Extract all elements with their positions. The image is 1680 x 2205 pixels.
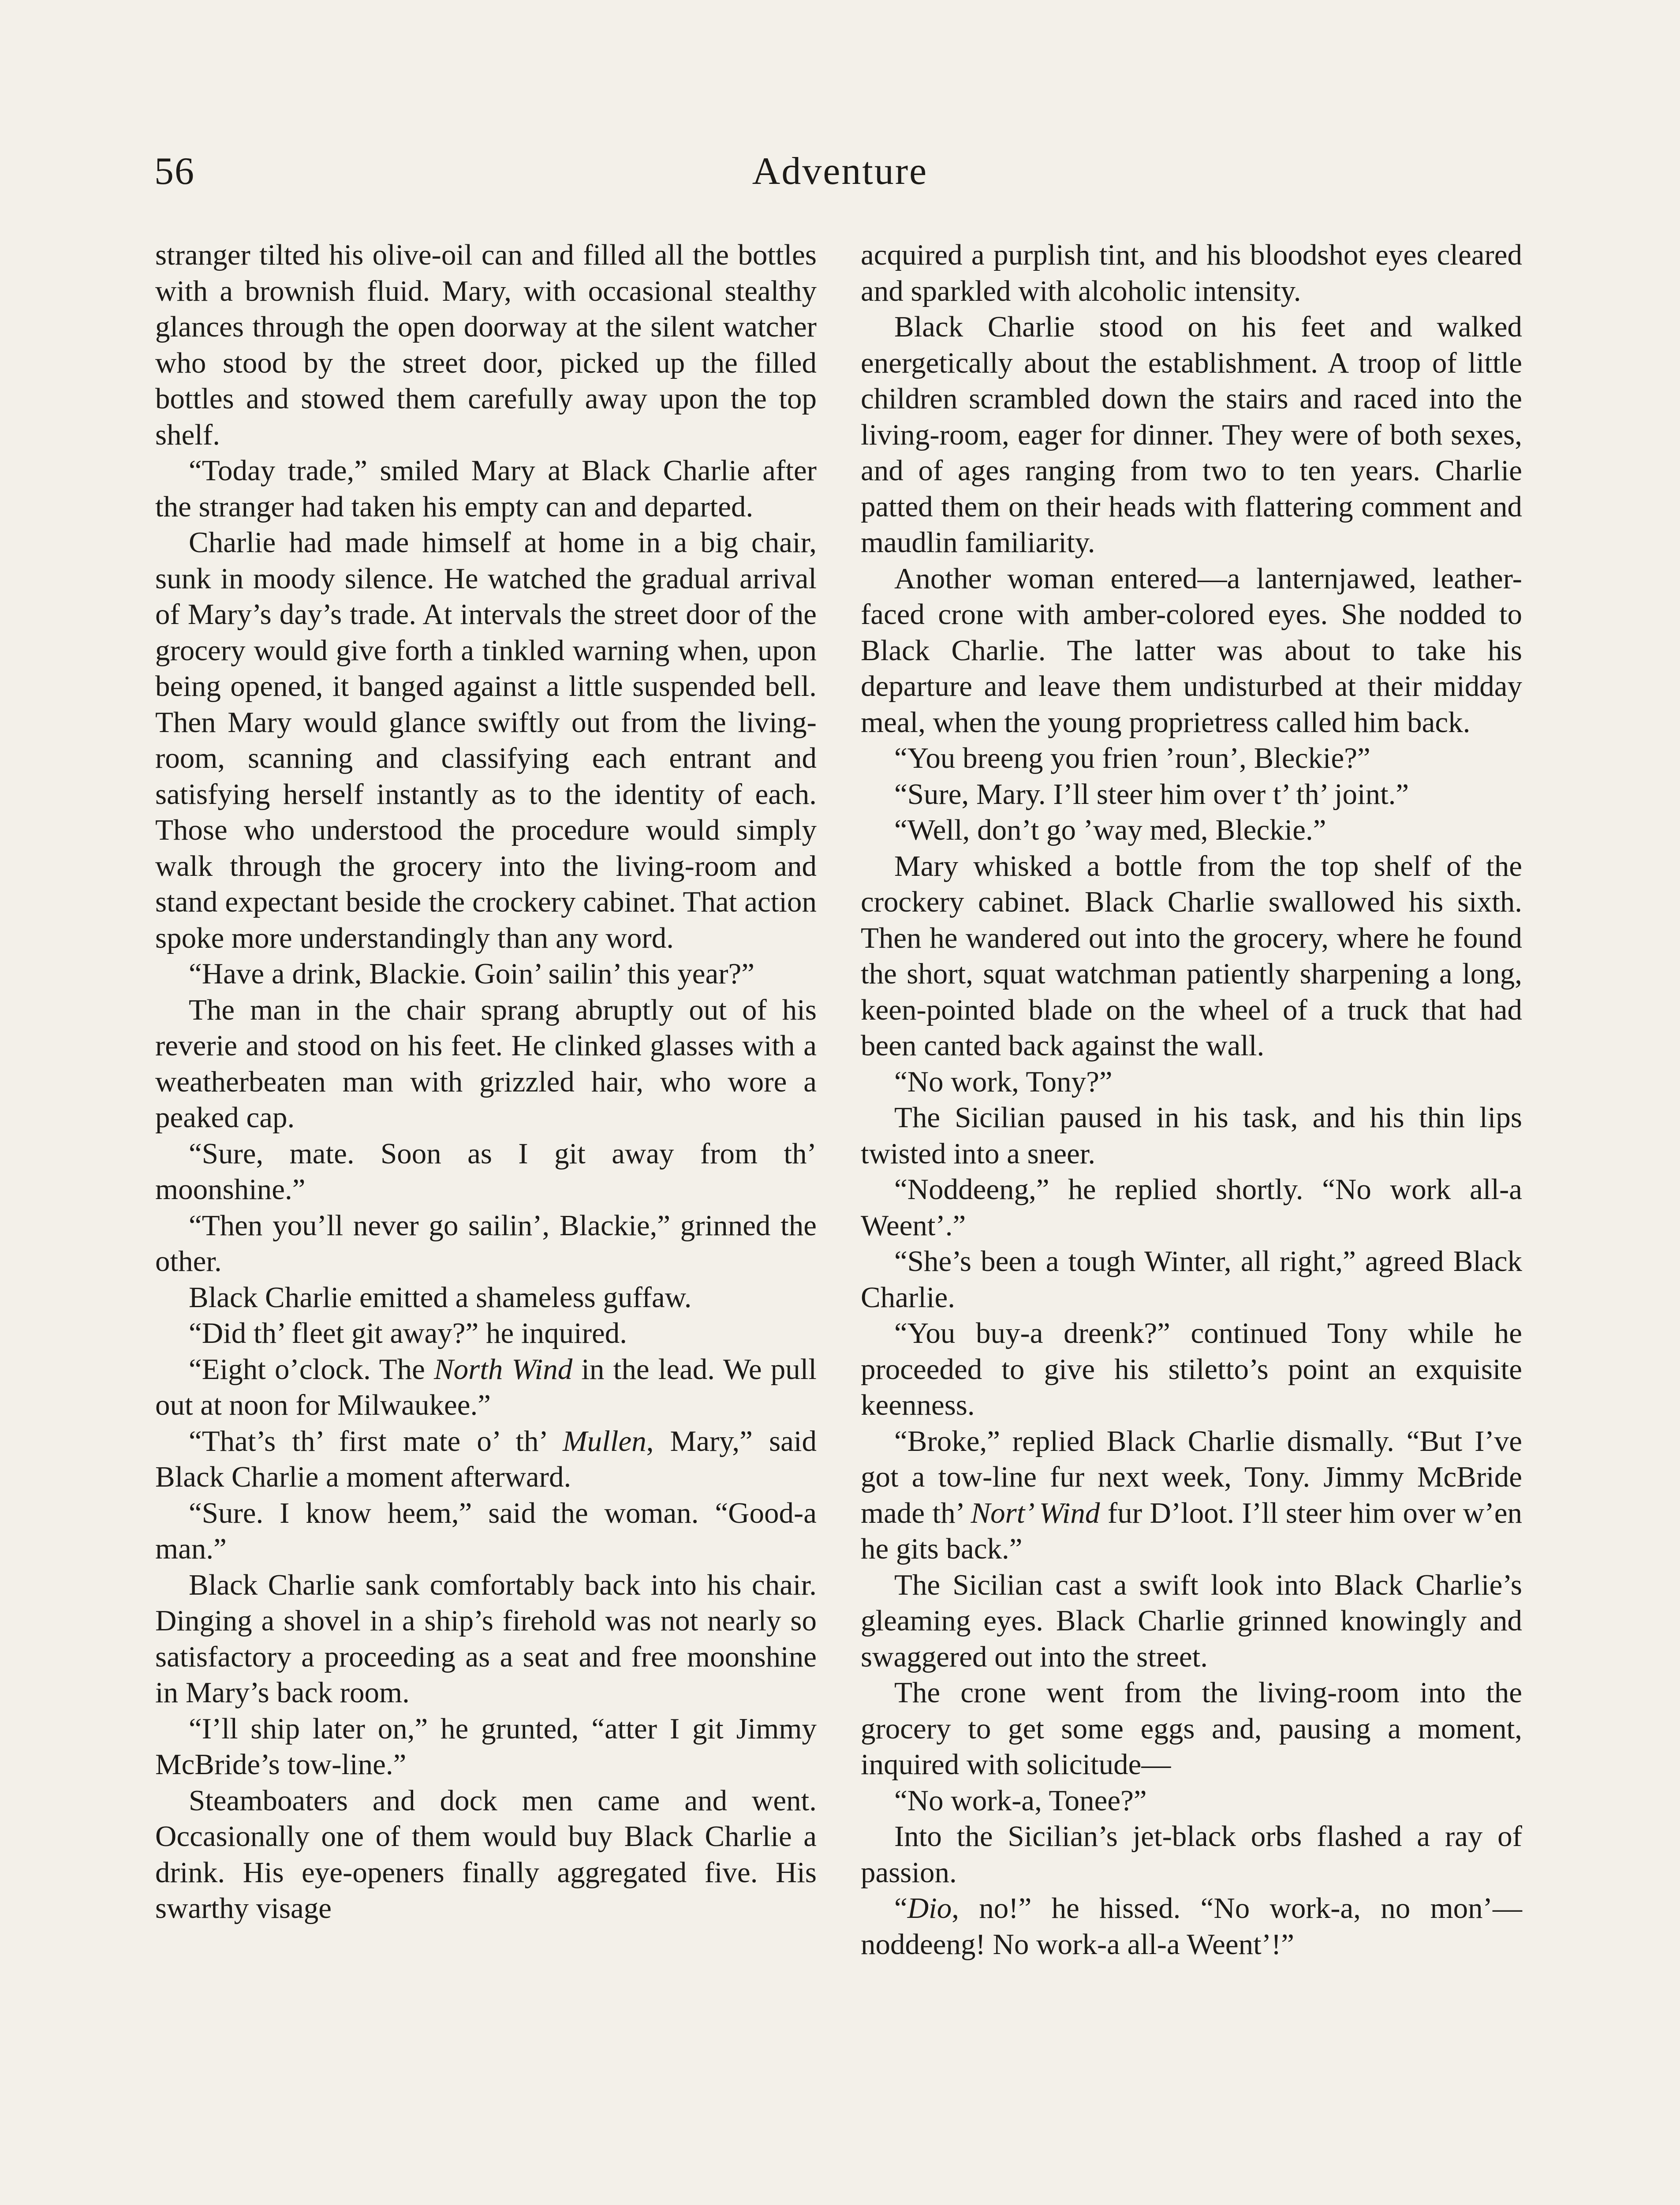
paragraph: acquired a purplish tint, and his bloodshot eyes cleared and sparkled with alcoholic intensity. [861, 239, 1522, 307]
paragraph: “Today trade,” smiled Mary at Black Charlie after the stranger had taken his empty can and departed. [155, 454, 817, 523]
paragraph: “Noddeeng,” he replied shortly. “No work all-a Weent’.” [861, 1173, 1522, 1242]
paragraph: The man in the chair sprang abruptly out of his reverie and stood on his feet. He clinked glasses with a weatherbeaten man with grizzled hair, who wore a peaked cap. [155, 993, 817, 1134]
paragraph: “Then you’ll never go sailin’, Blackie,” grinned the other. [155, 1209, 817, 1278]
paragraph: “Sure, Mary. I’ll steer him over t’ th’ joint.” [894, 777, 1409, 811]
paragraph: “Dio, no!” he hissed. “No work-a, no mon’—noddeeng! No work-a all-a Weent’!” [861, 1892, 1522, 1961]
text-column-left [155, 237, 817, 1927]
paragraph: The crone went from the living-room into the grocery to get some eggs and, pausing a moment, inquired with solicitude— [861, 1676, 1522, 1781]
paragraph: stranger tilted his olive-oil can and filled all the bottles with a brownish fluid. Mary, with occasional stealthy glances through the open doorway at the silent watcher who stood by the street door, picked up the filled bottles and stowed them carefully away upon the top shelf. [155, 239, 817, 451]
paragraph: “You buy-a dreenk?” continued Tony while he proceeded to give his stiletto’s point an exquisite keenness. [861, 1317, 1522, 1421]
paragraph: Black Charlie sank comfortably back into his chair. Dinging a shovel in a ship’s firehold was not nearly so satisfactory a proceeding as a seat and free moonshine in Mary’s back room. [155, 1568, 817, 1709]
paragraph: “No work, Tony?” [894, 1065, 1113, 1098]
paragraph: Black Charlie stood on his feet and walked energetically about the establishment. A troop of little children scrambled down the stairs and raced into the living-room, eager for dinner. They were of both sexes, and of ages ranging from two to ten years. Charlie patted them on their heads with flattering comment and maudlin familiarity. [861, 310, 1522, 559]
paragraph: “That’s th’ first mate o’ th’ Mullen, Mary,” said Black Charlie a moment afterward. [155, 1424, 817, 1493]
paragraph: Mary whisked a bottle from the top shelf of the crockery cabinet. Black Charlie swallowed his sixth. Then he wandered out into the grocery, where he found the short, squat watchman patiently sharpening a long, keen-pointed blade on the wheel of a truck that had been canted back against the wall. [861, 849, 1522, 1062]
paragraph: “Have a drink, Blackie. Goin’ sailin’ this year?” [189, 957, 755, 990]
paragraph: “Well, don’t go ’way med, Bleckie.” [894, 814, 1326, 846]
paragraph: Another woman entered—a lanternjawed, leather-faced crone with amber-colored eyes. She nodded to Black Charlie. The latter was about to take his departure and leave them undisturbed at their midday meal, when the young proprietress called him back. [861, 562, 1522, 739]
paragraph: “She’s been a tough Winter, all right,” agreed Black Charlie. [861, 1245, 1522, 1314]
paragraph: “You breeng you frien ’roun’, Bleckie?” [894, 742, 1370, 774]
paragraph: Charlie had made himself at home in a big chair, sunk in moody silence. He watched the gradual arrival of Mary’s day’s trade. At intervals the street door of the grocery would give forth a tinkled warning when, upon being opened, it banged against a little suspended bell. Then Mary would glance swiftly out from the living-room, scanning and classifying each entrant and satisfying herself instantly as to the identity of each. Those who understood the procedure would simply walk through the grocery into the living-room and stand expectant beside the crockery cabinet. That action spoke more understandingly than any word. [155, 526, 817, 954]
running-head-title: Adventure [752, 150, 928, 193]
paragraph: The Sicilian paused in his task, and his thin lips twisted into a sneer. [861, 1101, 1522, 1170]
paragraph: “Did th’ fleet git away?” he inquired. [189, 1317, 627, 1349]
paragraph: Black Charlie emitted a shameless guffaw. [189, 1281, 692, 1314]
paragraph: “No work-a, Tonee?” [894, 1784, 1147, 1817]
paragraph: “Sure, mate. Soon as I git away from th’ moonshine.” [155, 1137, 817, 1206]
text-column-right [861, 237, 1522, 1962]
paragraph: “I’ll ship later on,” he grunted, “atter I git Jimmy McBride’s tow-line.” [155, 1712, 817, 1781]
page-number: 56 [154, 150, 195, 193]
paragraph: The Sicilian cast a swift look into Black Charlie’s gleaming eyes. Black Charlie grinned knowingly and swaggered out into the street. [861, 1568, 1522, 1673]
paragraph: “Sure. I know heem,” said the woman. “Good-a man.” [155, 1496, 817, 1565]
paragraph: Into the Sicilian’s jet-black orbs flashed a ray of passion. [861, 1820, 1522, 1889]
paragraph: “Eight o’clock. The North Wind in the lead. We pull out at noon for Milwaukee.” [155, 1353, 817, 1421]
paragraph: Steamboaters and dock men came and went. Occasionally one of them would buy Black Charlie a drink. His eye-openers finally aggregated five. His swarthy visage [155, 1784, 817, 1925]
paragraph: “Broke,” replied Black Charlie dismally. “But I’ve got a tow-line fur next week, Tony. Jimmy McBride made th’ Nort’ Wind fur D’loot. I’ll steer him over w’en he gits back.” [861, 1424, 1522, 1565]
